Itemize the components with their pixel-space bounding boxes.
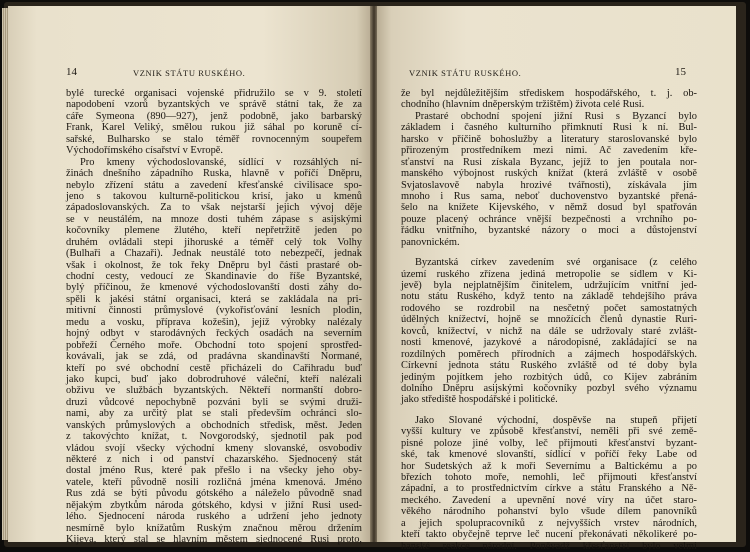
text-line: chodního (hlavním dněperským tržištěm) života celé Rusi. <box>401 99 645 111</box>
text-line: rozdílných poměrech přírodních a zájmech hospodářských. <box>401 348 697 360</box>
text-line: jeno s takovou kulturně-politickou krisí, jako u kmenů <box>66 190 362 202</box>
text-line: panovnickém. <box>401 236 460 248</box>
text-line: sařské, Bulharsko se stalo téměř rovnocenným soupeřem <box>66 133 362 145</box>
text-line: kteří po své obchodní cestě přicházeli do Cařihradu buď <box>66 362 362 374</box>
text-line: některé z nich i od panství chazarského. Sjednocený stát <box>66 454 362 465</box>
text-line: že byl nejdůležitějším střediskem hospodářského, t. j. ob- <box>401 88 697 99</box>
text-line: kovců, knížectví, v nichž na dále se udržovaly staré zvlášt- <box>401 325 697 337</box>
text-line: vanských průmyslových a obchodních středisk, měst. Jeden <box>66 419 362 431</box>
right-running-header: VZNIK STÁTU RUSKÉHO. <box>409 68 522 78</box>
text-line: Prastaré obchodní spojení jižní Rusi s Byzancí bylo <box>415 110 697 122</box>
text-line: však i okolnost, že tok řeky Dněpru byl části prastaré ob- <box>66 259 362 271</box>
text-line: Pro kmeny východoslovanské, sídlící v rozsáhlých ní- <box>80 156 362 168</box>
text-line: nesmírně bylo knížatům Ruským značnou měrou držením <box>66 522 362 534</box>
text-line: nami, aby za určitý plat se stali především ochránci slo- <box>66 408 362 420</box>
text-line: Byzantská církev zavedením své organisace (z celého <box>415 257 697 269</box>
text-line: manského výbojnost ruských knížat (která zvláště v osobě <box>401 168 697 180</box>
text-line: nebylo zřízení státu a zavedení křesťanské civilisace spo- <box>66 179 362 191</box>
text-line: jevě) byla nejplatnějším činitelem, udržujícím vnitřní jed- <box>401 280 697 291</box>
text-line: Církevní jednota státu Ruského zvláště od té doby byla <box>401 360 697 372</box>
paragraph-gap <box>401 248 697 257</box>
paragraph <box>401 415 697 552</box>
text-line: pobřeží Černého moře. Obchodní toto spojení sprostřed- <box>66 339 362 351</box>
paragraph <box>401 257 697 406</box>
text-line: cáře Symeona (890—927), jenž podobně, jako barbarský <box>66 110 362 122</box>
text-line: Rus zdá se býti původu gótského a náleželo původně snad <box>66 488 362 500</box>
text-line: rodového se rozdrobil na nesčetný počet samostatných <box>401 302 697 314</box>
text-line: napodobení vzorů byzantských ve správě státní tak, že za <box>66 99 362 111</box>
text-line: kočovníky plemene žlutého, kteří nepřetržitě jeden po <box>66 225 362 237</box>
right-page <box>377 6 736 552</box>
text-line: bylý příčinou, že kmenové východoslovanští dosti záhy do- <box>66 282 362 294</box>
text-line: březích tohoto moře, nemohli, leč přijmouti křesťanství <box>401 472 697 483</box>
text-line: hanské reakce národní. Poněvadž křesťanství bylo velmi <box>401 540 697 552</box>
text-line: mitivní činnosti průmyslové (vykořisťování lesních plodin, <box>66 305 362 317</box>
text-line: žinách dnešního západního Ruska, hlavně v poříčí Dněpru, <box>66 168 362 180</box>
text-line: nosti kmenové, jazykové a národopisné, zakládající se na <box>401 337 697 349</box>
text-line: věkého národního pohanství bylo všude dílem panovníků <box>401 506 697 518</box>
text-line: Svjatoslavově nabyla hrozivé tvářnosti), získávala jím <box>401 179 697 191</box>
text-line: hojný odbyt v starodávných řeckých osadách na severním <box>66 328 362 340</box>
text-line: vyšší kultury ve způsobě křesťanství, neměli při své země- <box>401 426 697 438</box>
text-line: západoslovanských. Za to však nejstarší jejich vývoj děje <box>66 202 362 214</box>
text-line: mnoho i Rus sama, neboť duchovenstvo byzantské přená- <box>401 190 697 202</box>
text-line: pisné poloze jiné volby, leč přijmouti křesťanství byzant- <box>401 437 697 449</box>
text-line: jako střediště hospodářské i politické. <box>401 394 558 406</box>
right-page-text <box>401 88 697 552</box>
text-line: bylé turecké organisaci vojenské přidružilo se v 9. století <box>66 88 362 99</box>
text-line: šelo na knížete Kijevského, v němž dosud byl spatřován <box>401 202 697 214</box>
left-page <box>8 6 371 546</box>
text-line: Východořímského císařství v Evropě. <box>66 145 223 157</box>
text-line: Kijeva, který stal se hlavním městem sjednocené Rusi proto, <box>66 534 362 546</box>
text-line: druhém ovládali stepi jihoruské a téměř celý tok Volhy <box>66 236 362 248</box>
text-line: přirozeným prostředníkem mezi nimi. Ač zavedením kře- <box>401 145 697 157</box>
text-line: chodní cesty, vedoucí ze Skandinavie do říše Byzantské, <box>66 271 362 282</box>
text-line: druzi vůdcové nepochybně pozváni byli se svými druži- <box>66 396 362 408</box>
text-line: notu státu Ruského, když tento na základě tehdejšího práva <box>401 291 697 303</box>
text-line: kovávali, jak se zdá, od pradávna skandinavští Normané, <box>66 351 362 363</box>
text-line: pouze placený ochránce vnější bezpečnosti a vrchního po- <box>401 213 697 225</box>
text-line: území ruského zřízena jediná metropolie se sídlem v Ki- <box>401 268 697 280</box>
text-line: nějakým zbytkům národa gótského, kdysi v jižní Rusi used- <box>66 499 362 511</box>
text-line: vládou svojí všecky východní kmeny slovanské, osvobodiv <box>66 442 362 454</box>
left-page-number: 14 <box>66 66 77 78</box>
text-line: z takovýchto knížat, t. Novgorodský, sjednotil pak pod <box>66 431 362 443</box>
text-line: sťanství na Rusi získala Byzanc, jejíž to jen poutala nor- <box>401 156 697 168</box>
text-line: hor Sudetských až k moři Severnímu a Baltickému a po <box>401 460 697 472</box>
text-line: kteří takto obyčejně teprve leč nucení překonávati několikeré po- <box>401 529 697 541</box>
text-line: lého. Sjednocení národa ruského a udržení jeho jednoty <box>66 511 362 523</box>
paragraph-gap <box>401 406 697 415</box>
text-line: a jejich spolupracovníků z nejvyšších vrstev národních, <box>401 517 697 529</box>
paragraph <box>401 88 697 248</box>
left-page-text <box>66 88 362 546</box>
text-line: základem i časného kulturního přimknutí Rusi k ní. Bul- <box>401 122 697 134</box>
text-line: Frank, Karel Veliký, smělou rukou již sáhal po koruně cí- <box>66 122 362 134</box>
text-line: meckého. Zavedení a upevnění nové víry na účet staro- <box>401 494 697 506</box>
text-line: medu a vosku, příprava kožešin), jejíž výrobky nalézaly <box>66 316 362 328</box>
text-line: údělných knížectví, hojně se množících členů dynastie Ruri- <box>401 314 697 326</box>
text-line: řádku vnitřního, byzantské názory o moci a důstojenství <box>401 225 697 237</box>
right-page-number: 15 <box>675 66 686 78</box>
text-line: dostal jméno Rus, které pak přešlo i na všecky jeho oby- <box>66 465 362 477</box>
text-line: obživu ve službách byzantských. Někteří normanští dobro- <box>66 385 362 397</box>
text-line: (Bulhaři a Chazaři). Jednak neustálé toto nebezpečí, jednak <box>66 248 362 260</box>
left-running-header: VZNIK STÁTU RUSKÉHO. <box>133 68 246 78</box>
text-line: jako kupci, buď jako dobrodruhové váleční, kteří nalézali <box>66 373 362 385</box>
text-line: západní, a to prostřednictvím církve a státu Franského a Ně- <box>401 483 697 495</box>
text-line: harsko v příčině bohoslužby a literatury staroslovanské bylo <box>401 133 697 145</box>
text-line: se v neustálém, na mnoze dosti tuhém zápase s asijskými <box>66 213 362 225</box>
text-line: Jako Slované východní, dospěvše na stupeň přijetí <box>415 414 697 426</box>
text-line: spěli k jakési státní organisaci, která se zakládala na pri- <box>66 293 362 305</box>
text-line: vatele, kteří původně nosili rozličná jména kmenová. Jméno <box>66 476 362 488</box>
text-line: ské, tak kmenové slovanští, sídlící v poříčí řeky Labe od <box>401 449 697 461</box>
text-line: dolního Dněpru asijskými kočovníky pozbyl svého významu <box>401 382 697 394</box>
text-line: jediným pojítkem jeho rozbitých údů, co Kijev zabráním <box>401 371 697 383</box>
